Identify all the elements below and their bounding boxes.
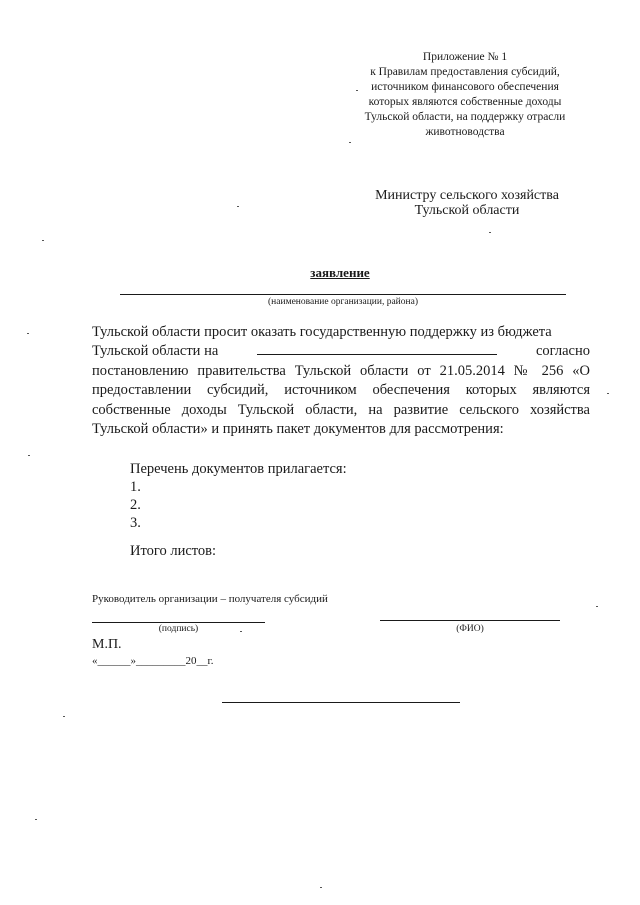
scan-speck — [63, 716, 65, 717]
full-name-caption: (ФИО) — [456, 624, 484, 634]
appendix-line: животноводства — [425, 126, 505, 138]
signature-caption: (подпись) — [158, 624, 199, 634]
body-line-2-end: согласно — [535, 343, 590, 360]
scan-speck — [607, 393, 609, 394]
appendix-line: источником финансового обеспечения — [371, 81, 559, 93]
documents-heading: Перечень документов прилагается: — [130, 461, 347, 477]
body-line-2-start: Тульской области на — [92, 343, 219, 360]
addressee-line-1: Министру сельского хозяйства — [375, 188, 559, 203]
list-item: 3. — [130, 515, 141, 531]
stamp-label: М.П. — [92, 637, 122, 652]
scan-speck — [27, 333, 29, 334]
scan-speck — [596, 606, 598, 607]
document-title: заявление — [310, 265, 370, 280]
scan-speck — [489, 232, 491, 233]
appendix-line: Приложение № 1 — [422, 51, 508, 63]
full-name-line[interactable] — [380, 620, 560, 621]
scan-speck — [320, 887, 322, 888]
support-type-field[interactable] — [257, 342, 497, 355]
appendix-line: которых являются собственные доходы — [368, 96, 562, 108]
appendix-line: Тульской области, на поддержку отрасли — [364, 111, 566, 123]
scan-speck — [42, 240, 44, 241]
body-line-1 — [92, 323, 590, 342]
documents-list — [130, 460, 347, 532]
scan-speck — [240, 631, 242, 632]
list-item: 2. — [130, 497, 141, 513]
body-line-1-text: Тульской области просит оказать государственную поддержку из бюджета — [92, 324, 552, 340]
scan-speck — [356, 90, 358, 91]
signature-heading: Руководитель организации – получателя субсидий — [92, 593, 328, 605]
scan-speck — [349, 142, 351, 143]
body-rest-text: постановлению правительства Тульской области от 21.05.2014 № 256 «О предоставлении субсидий, источником обеспечения которых являются собственные доходы Тульской области, на развитие сельского хозяйства Тульской области» и принять пакет документов для рассмотрения: — [92, 362, 590, 438]
date-field[interactable]: «______»_________20__г. — [92, 655, 214, 667]
addressee-block — [352, 188, 582, 218]
scan-speck — [28, 455, 30, 456]
signature-line[interactable] — [92, 622, 265, 623]
addressee-line-2: Тульской области — [414, 203, 520, 218]
body-line-2 — [92, 342, 590, 361]
scan-speck — [237, 206, 239, 207]
org-name-line[interactable] — [120, 294, 566, 295]
list-item: 1. — [130, 479, 141, 495]
appendix-line: к Правилам предоставления субсидий, — [370, 66, 560, 78]
total-sheets: Итого листов: — [130, 543, 217, 559]
appendix-block — [340, 50, 590, 140]
body-paragraph — [92, 323, 590, 439]
org-name-caption: (наименование организации, района) — [268, 297, 418, 307]
scan-speck — [35, 819, 37, 820]
closing-divider — [222, 702, 460, 703]
